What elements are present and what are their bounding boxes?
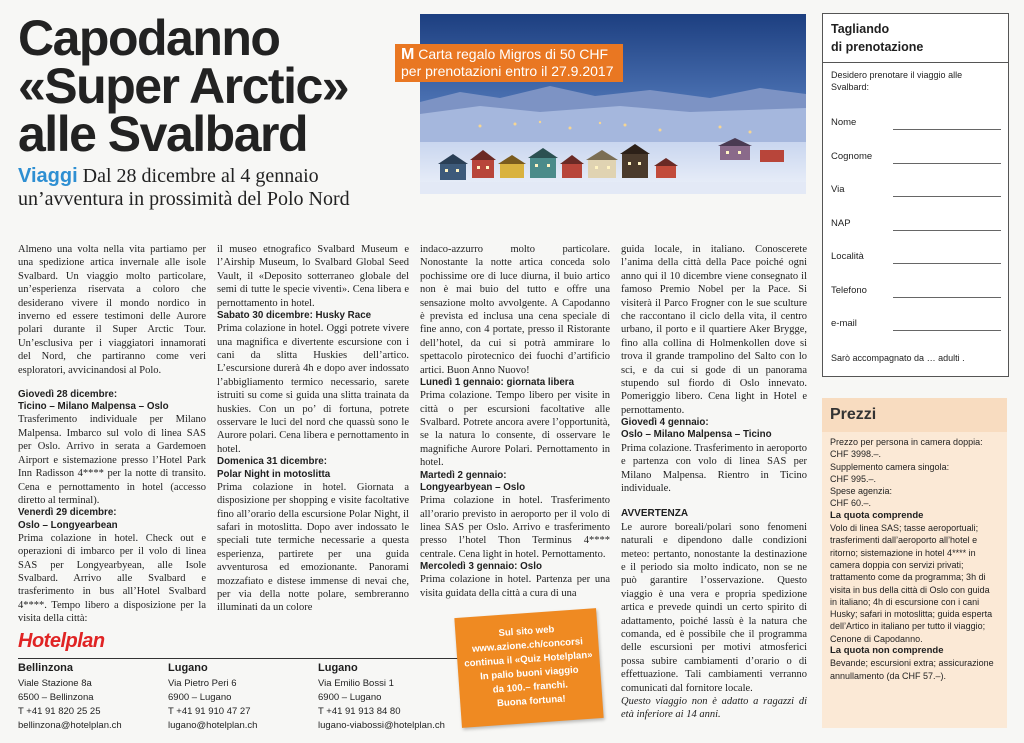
warning-text: Le aurore boreali/polari sono fenomeni naturali e dipendono dalle condizioni meteo: pertanto, nonostante la destinazione e il periodo sia molto indicato, non se ne può garantire l’osservazione. Questo viaggio è una vera e propria spedizione artica e prevede quindi un certo spirito di adattamento, poiché lassù è la natura che comanda, ed è possibile che il programma delle escursioni per motivi atmosferici possa subire cambiamenti d’orario o di effettuazione. Tali cambiamenti verranno comunicati dal fornitore locale. [621,521,807,694]
quiz-url[interactable]: www.azione.ch/concorsi [471,636,584,655]
day-text: Prima colazione in hotel. Oggi potrete vivere una magnifica e divertente escursione con i cani da slitta Huskies dell’artico. L’escursione durerà 4h e dopo aver indossato l’abbigliamento termico necessario, sarete istruiti su come si guida una slitta trainata da huskies. Con un po’ di fortuna, potrete osservare le luci del nord che quassù sono le Aurore polari. Cena libera e pernottamento in hotel. [217,323,409,455]
field-localita[interactable] [831,251,1001,262]
title-line-3: alle Svalbard [18,106,307,162]
office-phone: T +41 91 913 84 80 [318,706,401,717]
article-column-2 [217,243,409,615]
day-text: Trasferimento individuale per Milano Malpensa. Imbarco sul volo di linea SAS per Oslo. Arrivo in serata a Gardemoen Airport e sistemazione presso l’Hotel Park Inn Radisson 4**** per la notte di transito. Cena e pernottamento in hotel (accesso diretto al terminal). [18,414,206,506]
article-column-4 [621,243,807,722]
day-heading: Lunedì 1 gennaio: giornata libera [420,377,575,389]
office-name: Bellinzona [18,662,74,674]
subtitle-line-2: un’avventura in prossimità del Polo Nord [18,188,350,210]
day-heading: Sabato 30 dicembre: Husky Race [217,310,372,322]
day-heading: Giovedì 28 dicembre: [18,389,118,401]
field-label: e-mail [831,318,857,329]
day-text: Prima colazione in hotel. Giornata a disposizione per shopping e visite facoltative fino all’orario della escursione Polar Night, il safari in motoslitta. Dopo aver indossato le speciali tute termiche necessarie a questa esperienza, partirete per una guida avventurosa ed emozionante. Panorami mozzafiato e distese immense di nevai che, per via della notte polare, sembreranno illuminati da un colore [217,481,409,614]
article-column-1 [18,243,206,626]
field-nap[interactable] [831,218,1001,229]
day-heading: Venerdì 29 dicembre: [18,507,117,519]
migros-badge: M [401,46,415,63]
office-city: 6900 – Lugano [318,692,382,703]
field-telefono[interactable] [831,285,1001,296]
svalbard-photo [420,14,806,194]
field-line[interactable] [893,330,1001,331]
field-label: Località [831,251,864,262]
day-heading: Domenica 31 dicembre: [217,456,327,468]
coupon-heading [823,14,1008,63]
field-label: NAP [831,218,851,229]
age-note: Questo viaggio non è adatto a ragazzi di età inferiore ai 14 anni. [621,696,807,721]
coupon-intro: Desidero prenotare il viaggio alle Svalbard: [831,70,963,92]
field-via[interactable] [831,184,1001,195]
subtitle-line-1: Dal 28 dicembre al 4 gennaio [77,165,319,187]
excluded-text: Bevande; escursioni extra; assicurazione annullamento (da CHF 57.–). [830,658,994,681]
quiz-line: Sul sito web [498,624,555,640]
day-text: il museo etnografico Svalbard Museum e l’Airship Museum, lo Svalbard Global Seed Vault, il «Deposito sotterraneo globale del semi di tutte le specie viventi». Cena libera e pernottamento in hotel. [217,244,409,309]
office-lugano-peri [168,661,318,733]
field-email[interactable] [831,318,1001,329]
office-bellinzona [18,661,168,733]
price-label: Spese agenzia: [830,486,893,497]
prices-box [822,398,1007,728]
article-title [18,10,398,162]
warning-heading: AVVERTENZA [621,508,689,520]
title-line-2: «Super Arctic» [18,58,349,114]
office-street: Via Pietro Peri 6 [168,678,237,689]
promo-banner [395,44,623,82]
field-label: Cognome [831,151,873,162]
agency-footer [18,630,460,731]
office-city: 6500 – Bellinzona [18,692,94,703]
office-street: Via Emilio Bossi 1 [318,678,394,689]
office-phone: T +41 91 820 25 25 [18,706,101,717]
quiz-line: Buona fortuna! [496,693,567,710]
intro-paragraph: Almeno una volta nella vita partiamo per una spedizione artica invernale alle isole Svalbard. Un viaggio molto particolare, un’esperienza riservata a coloro che desiderano vivere il mondo nordico in inverno ed essere testimoni delle Aurore polari durante il Super Arctic Tour. Un’esclusiva per i viaggiatori innamorati del Nord, che partiranno come veri esploratori, avvicinandosi al Polo. [18,244,206,376]
included-heading: La quota comprende [830,509,924,521]
field-label: Via [831,184,845,195]
field-line[interactable] [893,129,1001,130]
coupon-heading-line-1: Tagliando [831,22,890,36]
field-cognome[interactable] [831,151,1001,162]
field-line[interactable] [893,196,1001,197]
quiz-line: continua il «Quiz Hotelplan» [463,649,593,670]
prices-body [822,432,1007,682]
office-email[interactable]: lugano@hotelplan.ch [168,720,258,731]
day-heading: Mercoledì 3 gennaio: Oslo [420,561,542,573]
quiz-sticker [454,608,603,728]
price-value: CHF 995.–. [830,473,877,484]
article-subtitle [18,165,403,211]
office-phone: T +41 91 910 47 27 [168,706,251,717]
day-text: Prima colazione in hotel. Trasferimento all’orario previsto in aeroporto per il volo di linea SAS per Oslo. Arrivo e trasferimento presso l’hotel Thon Terminus 4**** centrale. Cena light in hotel. Pernottamento. [420,495,610,560]
field-line[interactable] [893,163,1001,164]
office-street: Viale Stazione 8a [18,678,92,689]
promo-line-1: Carta regalo Migros di 50 CHF [418,46,609,62]
office-list [18,658,460,731]
excluded-heading: La quota non comprende [830,645,944,657]
day-heading: Giovedì 4 gennaio: [621,417,709,429]
prices-heading: Prezzi [822,398,1007,432]
field-nome[interactable] [831,117,1001,128]
office-email[interactable]: bellinzona@hotelplan.ch [18,720,122,731]
included-text: Volo di linea SAS; tasse aeroportuali; trasferimenti dall’aeroporto all’hotel e ritorno; sistemazione in hotel 4**** in camera doppia con servizi privati; trattamento come da programma; 3h di visita in bus della città di Oslo con guida in italiano; 4h di escursione con i cani Husky; safari in motoslitta; guida esperta dell’Artico in italiano per tutto il viaggio; Cenone di Capodanno. [830,523,993,644]
field-line[interactable] [893,297,1001,298]
office-name: Lugano [168,662,208,674]
title-line-1: Capodanno [18,10,280,66]
day-text: Prima colazione. Trasferimento in aeroporto e partenza con volo di linea SAS per Milano Malpensa. Rientro in Ticino individuale. [621,442,807,494]
day-text: Prima colazione in hotel. Partenza per una visita guidata della città a cura di una [420,574,610,599]
day-route: Oslo – Milano Malpensa – Ticino [621,429,772,441]
article-column-3 [420,243,610,600]
field-label: Telefono [831,285,867,296]
day-route: Longyearbyean – Oslo [420,481,526,493]
day-route: Polar Night in motoslitta [217,468,331,480]
price-value: CHF 60.–. [830,498,872,509]
day-text: Prima colazione. Tempo libero per visite in città o per escursioni facoltative alle Svalbard. Potrete ancora avere l’opportunità, se la natura lo consente, di osservare le magnifiche Aurore Polari. Pernottamento in hotel. [420,390,610,469]
price-value: CHF 3998.–. [830,449,882,460]
price-label: Supplemento camera singola: [830,461,950,472]
hotelplan-logo: Hotelplan [18,630,105,652]
day-text: indaco-azzurro molto particolare. Nonostante la notte artica conceda solo pochissime ore di luce diurna, il buio artico non è mai buio del tutto e offre una sensazione molto avvolgente. A Capodanno è prevista ed inclusa una cena speciale di fine anno, con 4 portate, presso il Ristorante dell’hotel, da cui si potrà ammirare lo spettacolo pirotecnico dei fuochi d’artificio artici. Buon Anno Nuovo! [420,244,610,376]
section-tag: Viaggi [18,165,78,187]
day-heading: Martedì 2 gennaio: [420,469,507,481]
companions-note: Sarò accompagnato da … adulti . [831,353,965,363]
quiz-line: In palio buoni viaggio [479,664,579,683]
office-email[interactable]: lugano-viabossi@hotelplan.ch [318,720,445,731]
field-label: Nome [831,117,857,128]
field-line[interactable] [893,230,1001,231]
day-route: Ticino – Milano Malpensa – Oslo [18,401,169,413]
office-name: Lugano [318,662,358,674]
promo-line-2: per prenotazioni entro il 27.9.2017 [401,63,614,79]
office-lugano-bossi [318,661,468,733]
price-label: Prezzo per persona in camera doppia: [830,437,983,447]
day-text: guida locale, in italiano. Conoscerete l’anima della città della Pace poiché ogni anno qui il 10 dicembre viene consegnato il famoso Premio Nobel per la Pace. Si visiterà il Parco Frogner con le sue sculture che raccontano il ciclo della vita, il centro urbano, il porto e il quartiere Aker Brygge, fino alla collina di Holmenkollen dove si trova il grande trampolino del Salto con lo sci, e da cui si gode di un panorama stupendo sul fiordo di Oslo innevato. Pomeriggio libero. Cena light in Hotel e pernottamento. [621,244,807,416]
office-city: 6900 – Lugano [168,692,232,703]
day-route: Oslo – Longyearbean [18,519,118,531]
quiz-line: da 100.– franchi. [492,679,569,696]
booking-coupon [822,13,1009,377]
coupon-heading-line-2: di prenotazione [831,40,924,54]
day-text: Prima colazione in hotel. Check out e operazioni di imbarco per il volo di linea SAS per Longyearbyean, alle Isole Svalbard. Arrivo alle Svalbard e trasferimento in bus all’Hotel Svalbard 4****. Tempo libero a disposizione per la visita della città: [18,532,206,625]
field-line[interactable] [893,263,1001,264]
